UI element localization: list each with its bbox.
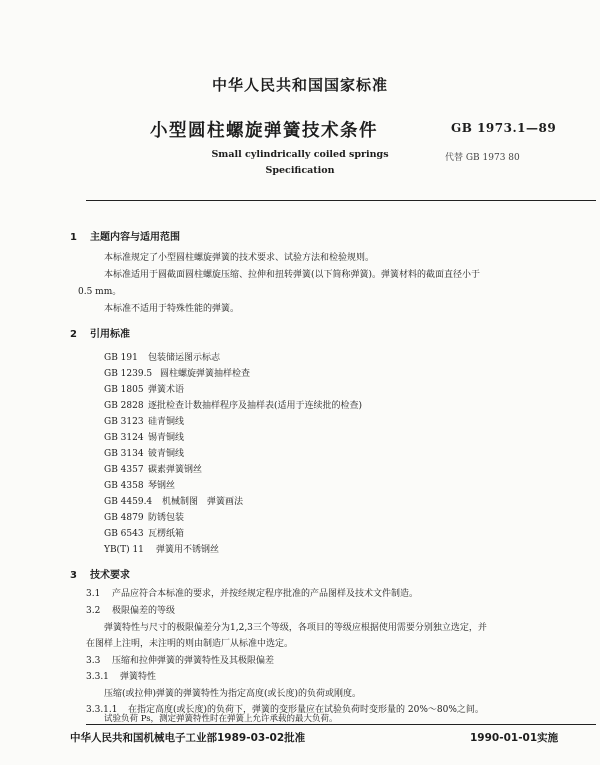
reference-item bbox=[104, 510, 184, 523]
reference-name: 铍青铜线 bbox=[148, 449, 185, 459]
reference-code: GB 3124 bbox=[104, 433, 144, 443]
footer-divider bbox=[86, 724, 596, 725]
clause-text: 弹簧特性 bbox=[120, 672, 157, 682]
paragraph: 本标准适用于圆截面圆柱螺旋压缩、拉伸和扭转弹簧(以下简称弹簧)。弹簧材料的截面直径小于 bbox=[104, 270, 481, 280]
reference-item bbox=[104, 446, 184, 459]
approval-line: 中华人民共和国机械电子工业部1989-03-02批准 bbox=[70, 732, 306, 744]
section-3-heading bbox=[70, 566, 130, 581]
reference-name: 机械制图 弹簧画法 bbox=[162, 497, 244, 507]
reference-name: 逐批检查计数抽样程序及抽样表(适用于连续批的检查) bbox=[148, 401, 363, 411]
clause-3-3 bbox=[86, 653, 274, 666]
standard-title: 小型圆柱螺旋弹簧技术条件 bbox=[150, 121, 378, 141]
reference-item bbox=[104, 478, 175, 491]
clause-number: 3.3.1 bbox=[86, 672, 109, 682]
clause-text: 压缩和拉伸弹簧的弹簧特性及其极限偏差 bbox=[112, 656, 275, 666]
reference-code: GB 191 bbox=[104, 353, 138, 363]
section-title: 技术要求 bbox=[90, 570, 130, 581]
replaces-note: 代替 GB 1973 80 bbox=[445, 153, 520, 163]
paragraph: 弹簧特性与尺寸的极限偏差分为1,2,3三个等级，各项目的等级应根据使用需要分别独立选定，并 bbox=[104, 623, 487, 633]
reference-item bbox=[104, 350, 220, 363]
header-divider bbox=[86, 200, 596, 201]
english-subtitle: Specification bbox=[265, 165, 335, 176]
clause-number: 3.1 bbox=[86, 589, 101, 599]
clause-number: 3.2 bbox=[86, 606, 101, 616]
reference-code: YB(T) 11 bbox=[104, 545, 144, 555]
reference-code: GB 3123 bbox=[104, 417, 144, 427]
reference-code: GB 4879 bbox=[104, 513, 144, 523]
reference-item bbox=[104, 430, 184, 443]
clause-3-1 bbox=[86, 586, 418, 599]
reference-code: GB 2828 bbox=[104, 401, 144, 411]
reference-code: GB 6543 bbox=[104, 529, 144, 539]
reference-code: GB 4358 bbox=[104, 481, 144, 491]
paragraph: 本标准规定了小型圆柱螺旋弹簧的技术要求、试验方法和检验规则。 bbox=[104, 253, 375, 263]
reference-code: GB 3134 bbox=[104, 449, 144, 459]
clause-3-3-1 bbox=[86, 669, 156, 682]
english-title: Small cylindrically coiled springs bbox=[211, 149, 389, 160]
section-title: 引用标准 bbox=[90, 329, 130, 340]
reference-name: 琴钢丝 bbox=[148, 481, 176, 491]
reference-name: 瓦楞纸箱 bbox=[148, 529, 185, 539]
paragraph: 在图样上注明，未注明的则由制造厂从标准中选定。 bbox=[86, 639, 294, 649]
section-2-heading bbox=[70, 325, 130, 340]
reference-name: 包装储运图示标志 bbox=[148, 353, 221, 363]
section-number: 2 bbox=[70, 329, 77, 340]
reference-item bbox=[104, 526, 184, 539]
clause-text: 在指定高度(或长度)的负荷下，弹簧的变形量应在试验负荷时变形量的 20%～80%之间。 bbox=[128, 705, 484, 715]
reference-item bbox=[104, 398, 362, 411]
section-title: 主题内容与适用范围 bbox=[90, 232, 180, 243]
reference-name: 弹簧用不锈钢丝 bbox=[156, 545, 220, 555]
reference-item bbox=[104, 542, 219, 555]
section-1-heading bbox=[70, 228, 180, 243]
reference-item bbox=[104, 382, 184, 395]
section-number: 1 bbox=[70, 232, 77, 243]
reference-name: 圆柱螺旋弹簧抽样检查 bbox=[160, 369, 251, 379]
clause-number: 3.3 bbox=[86, 656, 101, 666]
paragraph: 0.5 mm。 bbox=[78, 287, 122, 297]
clause-text: 产品应符合本标准的要求，并按经规定程序批准的产品图样及技术文件制造。 bbox=[112, 589, 419, 599]
reference-item bbox=[104, 494, 243, 507]
clause-number: 3.3.1.1 bbox=[86, 705, 118, 715]
reference-name: 防锈包装 bbox=[148, 513, 185, 523]
reference-code: GB 1239.5 bbox=[104, 369, 153, 379]
clause-text: 极限偏差的等级 bbox=[112, 606, 176, 616]
reference-name: 碳素弹簧钢丝 bbox=[148, 465, 203, 475]
reference-code: GB 4357 bbox=[104, 465, 144, 475]
section-number: 3 bbox=[70, 570, 77, 581]
national-standard-heading: 中华人民共和国国家标准 bbox=[211, 76, 388, 94]
implementation-date: 1990-01-01实施 bbox=[470, 732, 559, 744]
standard-code: GB 1973.1—89 bbox=[451, 121, 557, 135]
reference-name: 硅青铜线 bbox=[148, 417, 185, 427]
reference-name: 锡青铜线 bbox=[148, 433, 185, 443]
reference-code: GB 4459.4 bbox=[104, 497, 153, 507]
paragraph: 试验负荷 Ps，测定弹簧特性时在弹簧上允许承载的最大负荷。 bbox=[104, 714, 338, 724]
paragraph: 压缩(或拉伸)弹簧的弹簧特性为指定高度(或长度)的负荷或刚度。 bbox=[104, 689, 362, 699]
paragraph: 本标准不适用于特殊性能的弹簧。 bbox=[104, 304, 240, 314]
clause-3-2 bbox=[86, 603, 175, 616]
reference-name: 弹簧术语 bbox=[148, 385, 185, 395]
reference-item bbox=[104, 462, 202, 475]
reference-item bbox=[104, 366, 250, 379]
reference-code: GB 1805 bbox=[104, 385, 144, 395]
reference-item bbox=[104, 414, 184, 427]
